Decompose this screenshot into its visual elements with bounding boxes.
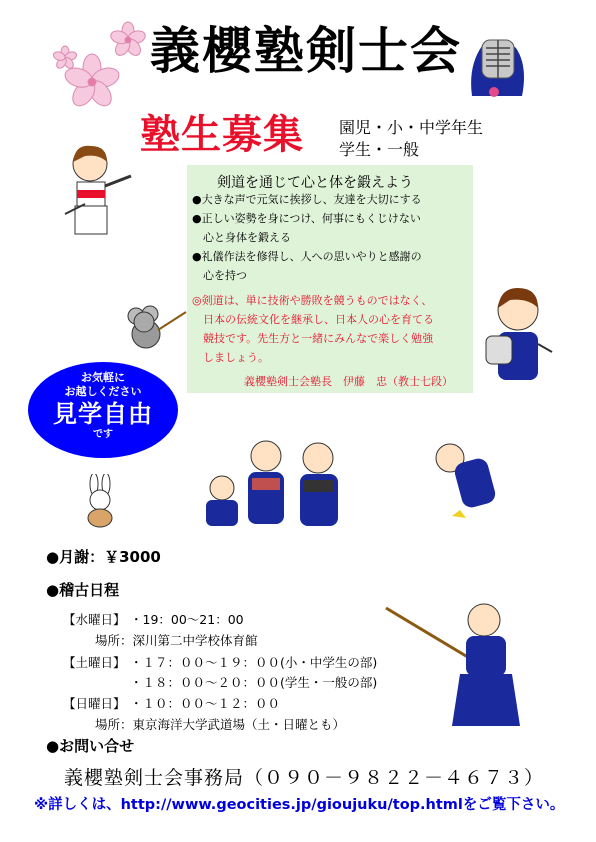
page-title: 義櫻塾剣士会 [150, 21, 462, 80]
motto-bullet: 心を持つ [192, 269, 247, 282]
office-contact: 義櫻塾剣士会事務局（０９０－９８２２－４６７３） [64, 767, 545, 789]
kendo-boy-illustration [428, 436, 508, 526]
wed-day: 【水曜日】 [63, 612, 126, 627]
wed-time: ・19：00～21：00 [130, 612, 244, 627]
motto-bullet: ●正しい姿勢を身につけ、何事にもくじけない [192, 212, 421, 225]
sat-time: ・１８：００～２０：００(学生・一般の部) [130, 675, 378, 690]
sun-time: ・１０：００～１２：００ [130, 696, 281, 711]
sun-day: 【日曜日】 [63, 696, 126, 711]
message-line: 日本の伝統文化を継承し、日本人の心を育てる [192, 313, 434, 326]
message-line: ◎剣道は、単に技術や勝敗を競うものではなく、 [192, 294, 433, 307]
sat-time: ・１７：００～１９：００(小・中学生の部) [130, 655, 378, 670]
kendo-girl-illustration [55, 140, 135, 240]
target-audience [339, 117, 483, 161]
sat-day: 【土曜日】 [63, 655, 126, 670]
bubble-line: お気軽に [81, 371, 125, 384]
sakura-flower-icon [50, 20, 160, 115]
kendo-swordsman-illustration [384, 600, 524, 730]
sun-place: 場所：東京海洋大学武道場（土・日曜とも） [95, 717, 346, 732]
message-line: しましょう。 [192, 351, 269, 364]
kendo-children-illustration [200, 436, 360, 532]
motto-bullet: ●礼儀作法を修得し、人への思いやりと感謝の [192, 250, 422, 263]
recruit-heading: 塾生募集 [140, 112, 304, 158]
motto-heading: 剣道を通じて心と体を鍛えよう [217, 175, 413, 191]
motto-message [192, 295, 434, 371]
message-line: 競技です。先生方と一緒にみんなで楽しく勉強 [192, 332, 434, 345]
bubble-main: 見学自由 [53, 400, 153, 428]
target-line: 園児・小・中学年生 [339, 118, 484, 137]
website-note[interactable]: ※詳しくは、http://www.geocities.jp/gioujuku/top.htmlをご覧下さい。 [34, 797, 565, 813]
motto-bullet: ●大きな声で元気に挨拶し、友達を大切にする [192, 193, 422, 206]
motto-bullets [192, 194, 422, 289]
motto-bullet: 心と身体を鍛える [192, 231, 291, 244]
mouse-kendo-illustration [120, 300, 190, 355]
contact-title: ●お問い合せ [46, 737, 135, 755]
schedule-title: ●稽古日程 [46, 581, 120, 599]
kendo-boy-illustration [480, 282, 555, 382]
kendo-men-helmet-icon [458, 26, 538, 106]
wed-place: 場所：深川第二中学校体育館 [95, 633, 258, 648]
bubble-line: お越しください [64, 385, 142, 398]
target-line: 学生・一般 [339, 140, 420, 159]
bubble-line: です [93, 429, 113, 440]
rabbit-illustration [80, 474, 120, 529]
fee: ●月謝：￥3000 [46, 548, 161, 566]
signature: 義櫻塾剣士会塾長 伊藤 忠（教士七段） [244, 375, 453, 388]
